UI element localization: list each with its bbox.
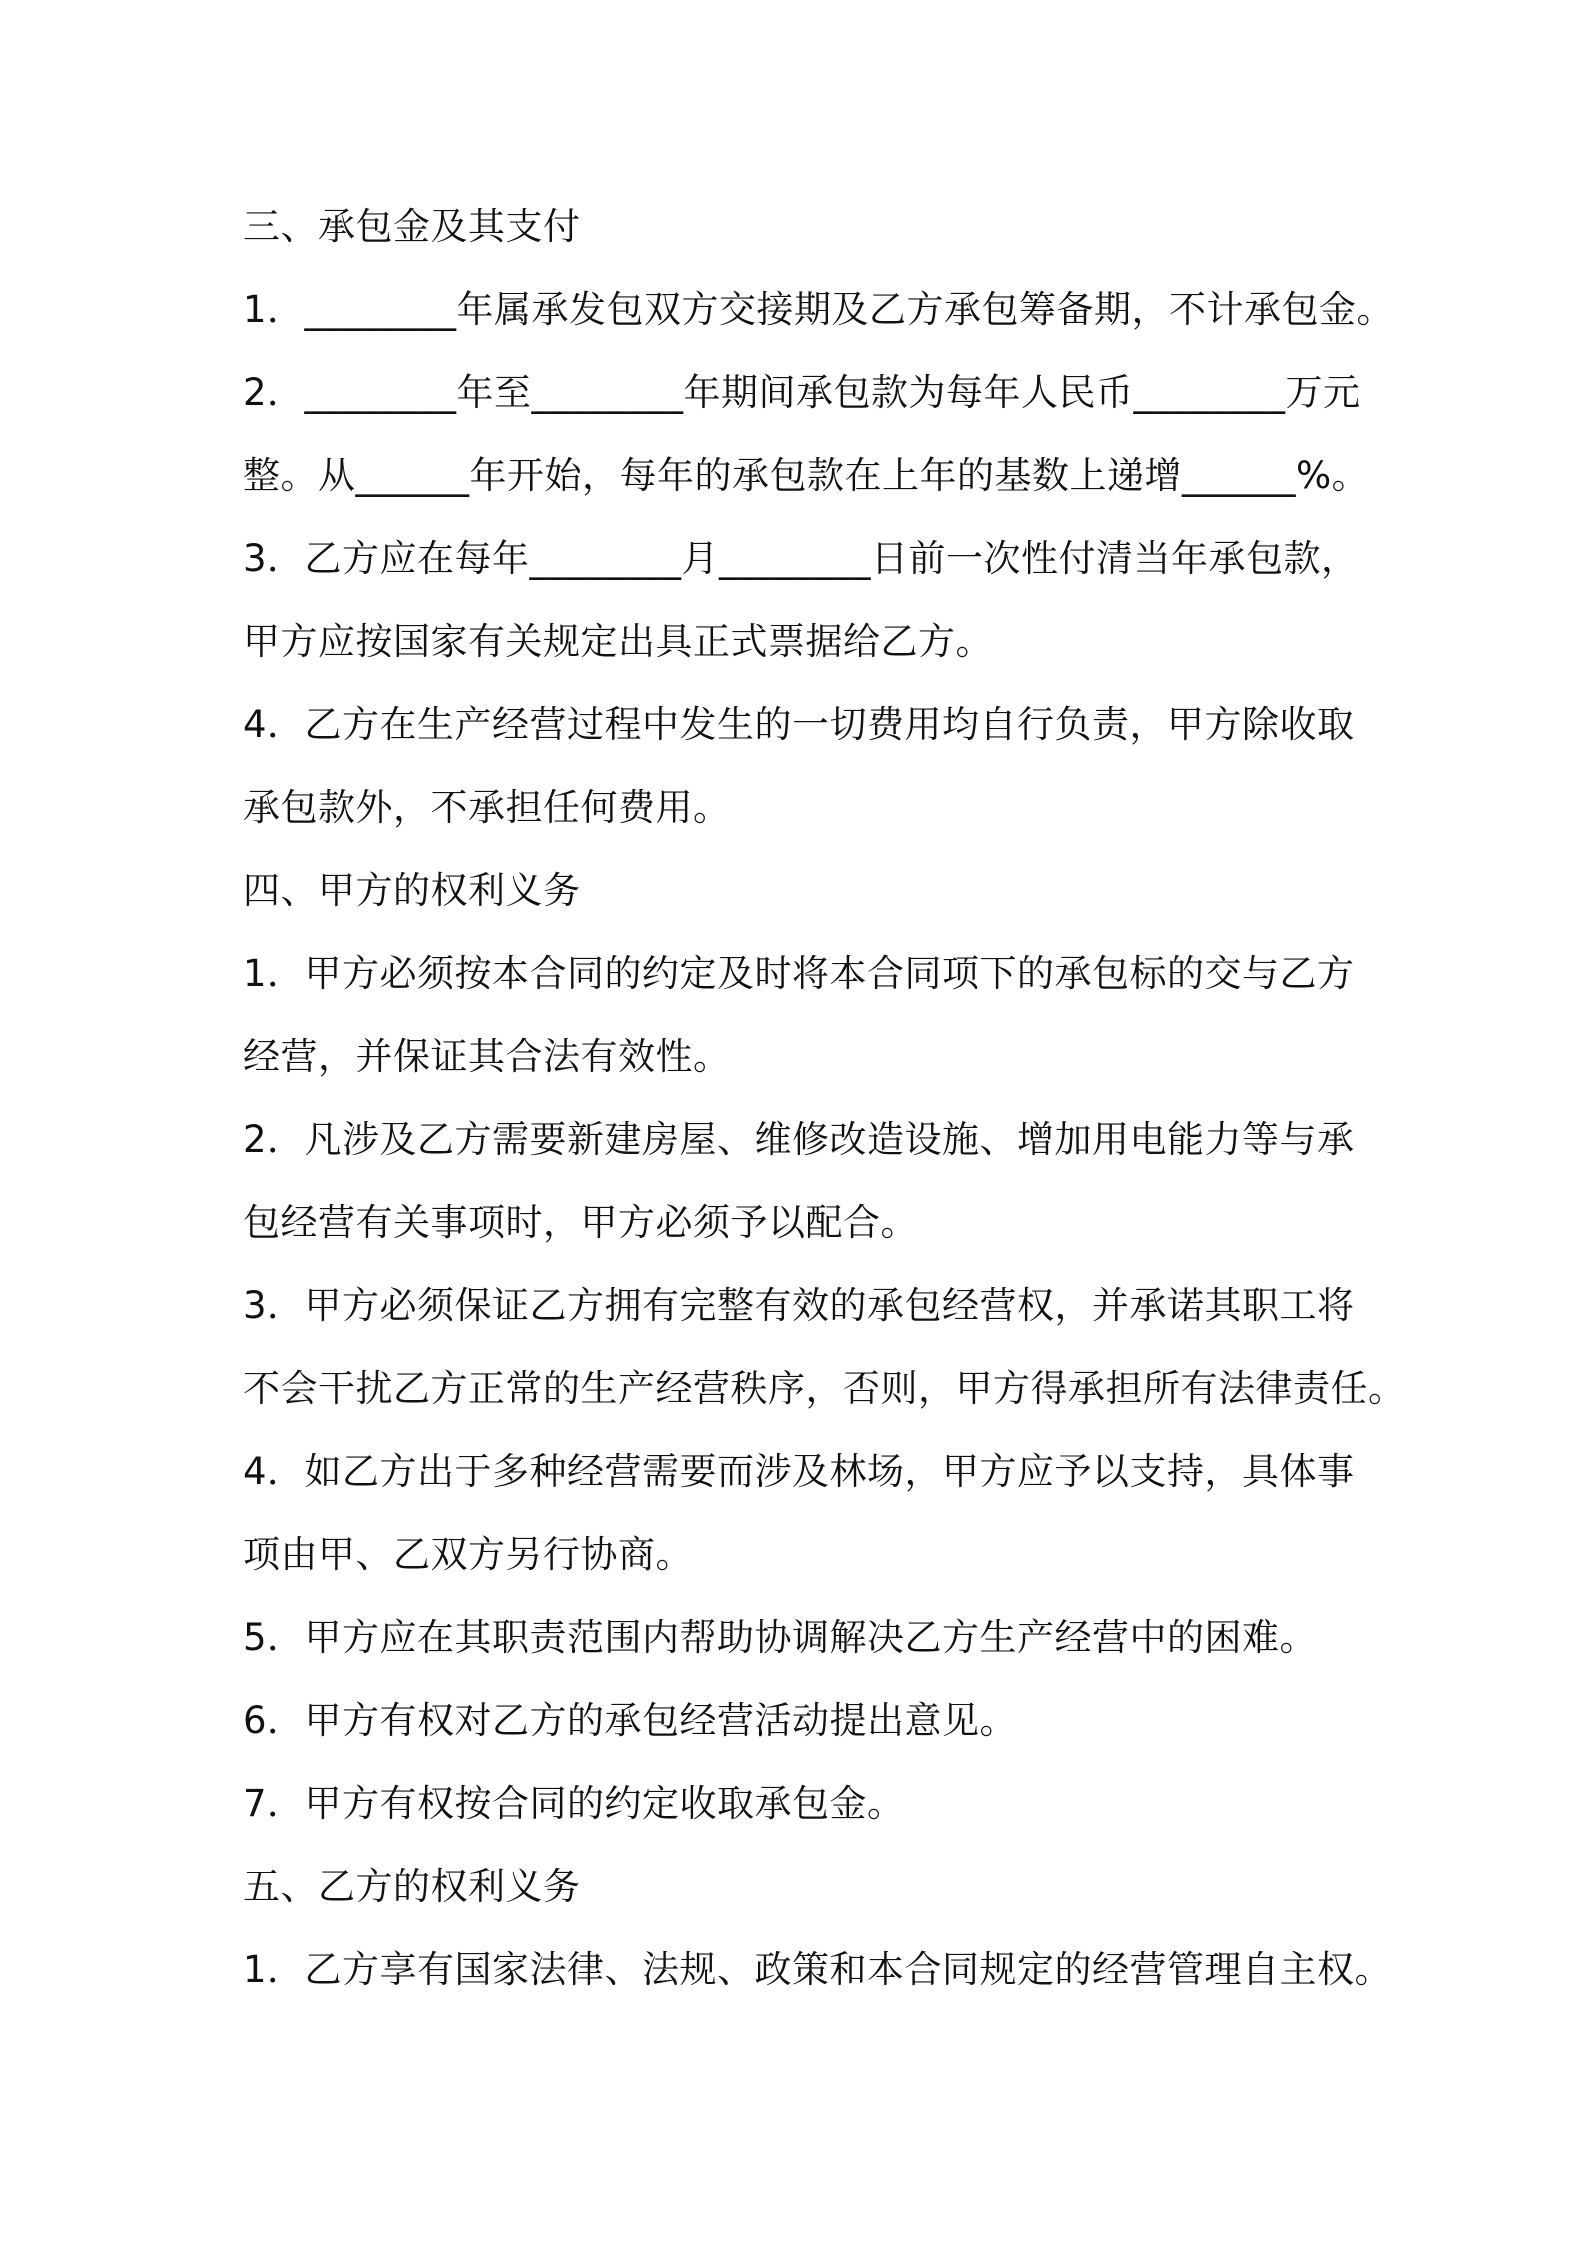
clause-4-1: 1．甲方必须按本合同的约定及时将本合同项下的承包标的交与乙方 <box>243 952 1355 995</box>
clause-4-4: 4．如乙方出于多种经营需要而涉及林场，甲方应予以支持，具体事 <box>243 1450 1355 1493</box>
clause-4-2-continued: 包经营有关事项时，甲方必须予以配合。 <box>243 1201 918 1244</box>
section-heading-4: 四、甲方的权利义务 <box>243 869 581 912</box>
clause-4-6: 6．甲方有权对乙方的承包经营活动提出意见。 <box>243 1699 1018 1742</box>
clause-4-3: 3．甲方必须保证乙方拥有完整有效的承包经营权，并承诺其职工将 <box>243 1284 1355 1327</box>
clause-3-3: 3．乙方应在每年________月________日前一次性付清当年承包款， <box>243 537 1359 580</box>
clause-4-5: 5．甲方应在其职责范围内帮助协调解决乙方生产经营中的困难。 <box>243 1616 1318 1659</box>
clause-3-2: 2．________年至________年期间承包款为每年人民币________万元 <box>243 371 1361 414</box>
clause-4-7: 7．甲方有权按合同的约定收取承包金。 <box>243 1782 905 1825</box>
clause-3-2-continued: 整。从______年开始，每年的承包款在上年的基数上递增______%。 <box>243 454 1370 497</box>
section-heading-3: 三、承包金及其支付 <box>243 205 581 248</box>
clause-3-1: 1．________年属承发包双方交接期及乙方承包筹备期，不计承包金。 <box>243 288 1395 331</box>
clause-3-3-continued: 甲方应按国家有关规定出具正式票据给乙方。 <box>243 620 993 663</box>
clause-4-2: 2．凡涉及乙方需要新建房屋、维修改造设施、增加用电能力等与承 <box>243 1118 1355 1161</box>
clause-4-1-continued: 经营，并保证其合法有效性。 <box>243 1035 731 1078</box>
section-heading-5: 五、乙方的权利义务 <box>243 1865 581 1908</box>
clause-3-4: 4．乙方在生产经营过程中发生的一切费用均自行负责，甲方除收取 <box>243 703 1355 746</box>
clause-3-4-continued: 承包款外，不承担任何费用。 <box>243 786 731 829</box>
clause-4-3-continued: 不会干扰乙方正常的生产经营秩序，否则，甲方得承担所有法律责任。 <box>243 1367 1406 1410</box>
clause-4-4-continued: 项由甲、乙双方另行协商。 <box>243 1533 693 1576</box>
clause-5-1: 1．乙方享有国家法律、法规、政策和本合同规定的经营管理自主权。 <box>243 1948 1393 1991</box>
